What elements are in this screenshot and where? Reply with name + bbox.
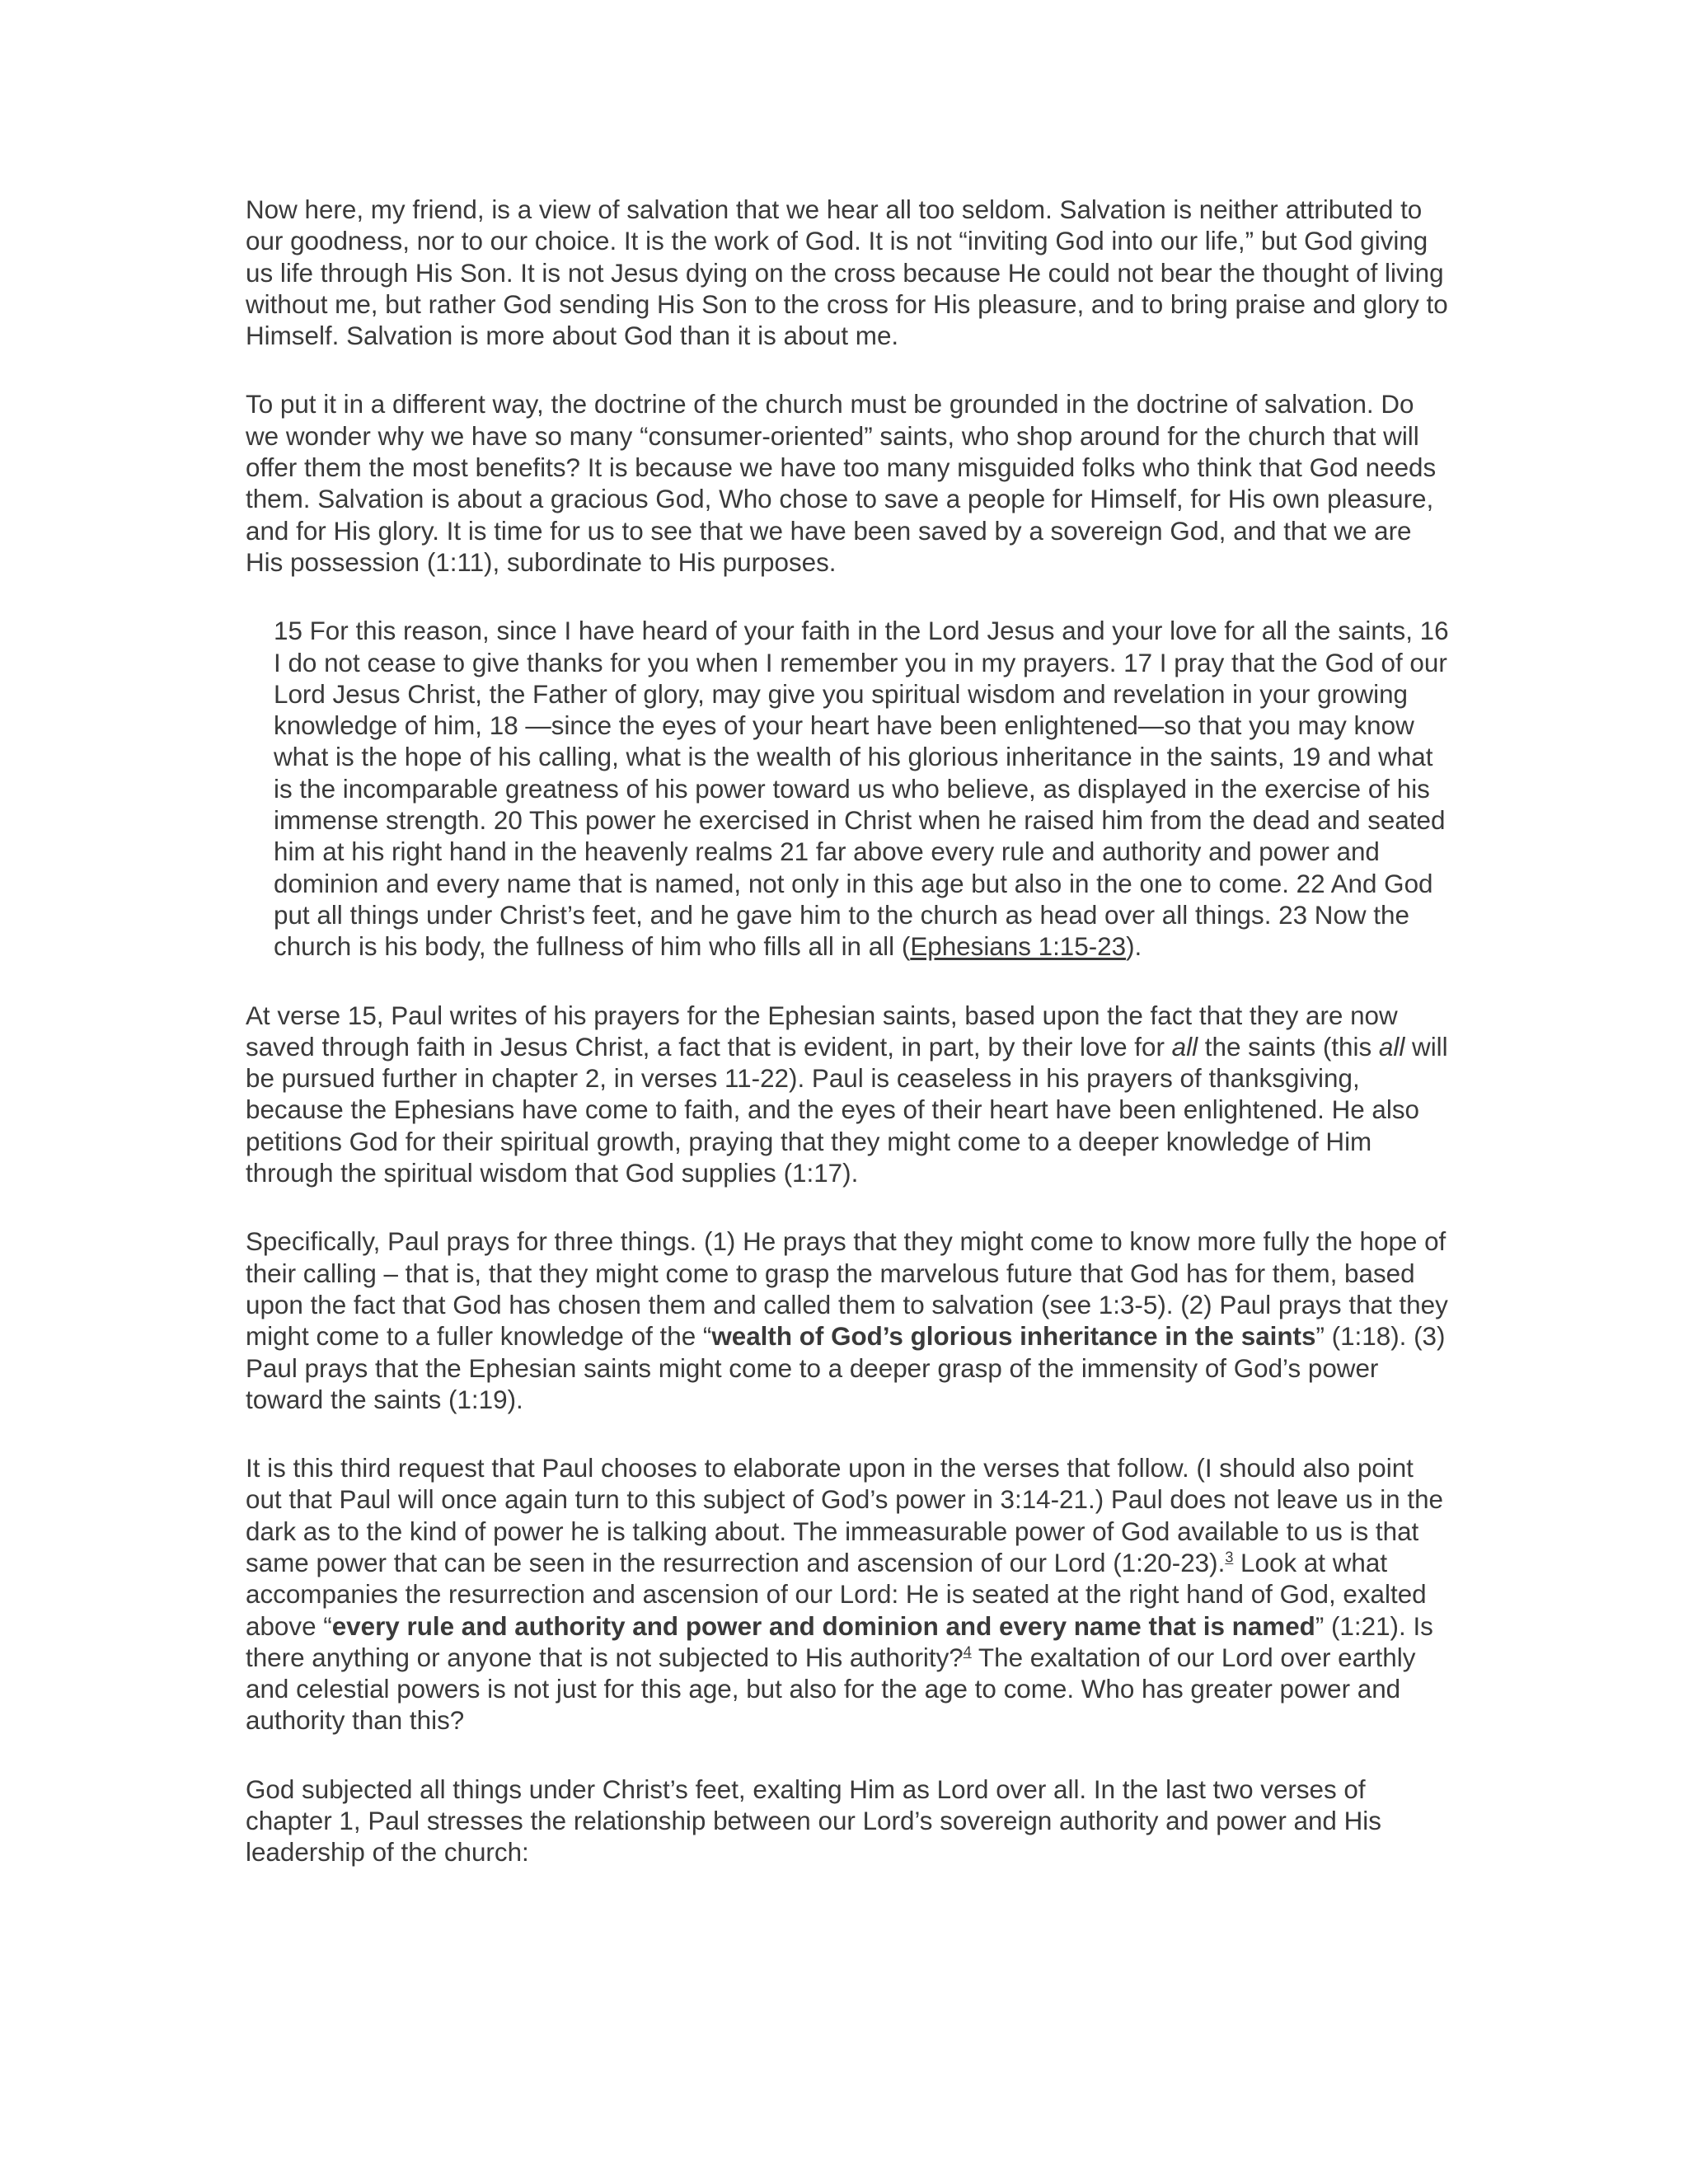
footnote-link-4[interactable]: 4	[963, 1643, 972, 1661]
paragraph-3	[246, 1001, 1449, 1190]
p4-text-b: ” (1:18). (3) Paul prays that the Ephesian saints might come to a deeper grasp of the immensity of God’s power toward the saints (1:19).	[246, 1322, 1446, 1414]
document-page	[246, 194, 1449, 1906]
p3-italic-all-2: all	[1378, 1032, 1405, 1062]
p5-text-d: The exaltation of our Lord over earthly and celestial powers is not just for this age, but also for the age to come. Who has greater power and authority than this?	[246, 1643, 1416, 1736]
quote-text: 15 For this reason, since I have heard of your faith in the Lord Jesus and your love for all the saints, 16 I do not cease to give thanks for you when I remember you in my prayers. 17 I pray that the God of our Lord Jesus Christ, the Father of glory, may give you spiritual wisdom and revelation in your growing knowledge of him, 18 —since the eyes of your heart have been enlightened—so that you may know what is the hope of his calling, what is the wealth of his glorious inheritance in the saints, 19 and what is the incomparable greatness of his power toward us who believe, as displayed in the exercise of his immense strength. 20 This power he exercised in Christ when he raised him from the dead and seated him at his right hand in the heavenly realms 21 far above every rule and authority and power and dominion and every name that is named, not only in this age but also in the one to come. 22 And God put all things under Christ’s feet, and he gave him to the church as head over all things. 23 Now the church is his body, the fullness of him who fills all in all (	[274, 616, 1449, 962]
scripture-reference-link[interactable]: Ephesians 1:15-23	[910, 932, 1127, 962]
p4-bold-phrase: wealth of God’s glorious inheritance in the saints	[711, 1322, 1316, 1352]
footnote-link-3[interactable]: 3	[1225, 1549, 1234, 1566]
paragraph-4	[246, 1226, 1449, 1416]
p3-text-c: will be pursued further in chapter 2, in verses 11-22). Paul is ceaseless in his prayers of thanksgiving, because the Ephesians have come to faith, and the eyes of their heart have been enlightened. He also petitions God for their spiritual growth, praying that they might come to a deeper knowledge of Him through the spiritual wisdom that God supplies (1:17).	[246, 1032, 1448, 1188]
p5-text-c: ” (1:21). Is there anything or anyone that is not subjected to His authority?	[246, 1611, 1433, 1672]
p3-italic-all-1: all	[1171, 1032, 1198, 1062]
paragraph-1: Now here, my friend, is a view of salvation that we hear all too seldom. Salvation is neither attributed to our goodness, nor to our choice. It is the work of God. It is not “inviting God into our life,” but God giving us life through His Son. It is not Jesus dying on the cross because He could not bear the thought of living without me, but rather God sending His Son to the cross for His pleasure, and to bring praise and glory to Himself. Salvation is more about God than it is about me.	[246, 195, 1448, 351]
p4-text-a: Specifically, Paul prays for three things. (1) He prays that they might come to know more fully the hope of their calling – that is, that they might come to grasp the marvelous future that God has for them, based upon the fact that God has chosen them and called them to salvation (see 1:3-5). (2) Paul prays that they might come to a fuller knowledge of the “	[246, 1227, 1448, 1352]
scripture-quote	[274, 616, 1449, 963]
p5-text-a: It is this third request that Paul chooses to elaborate upon in the verses that follow. (I should also point out that Paul will once again turn to this subject of God’s power in 3:14-21.) Paul does not leave us in the dark as to the kind of power he is talking about. The immeasurable power of God available to us is that same power that can be seen in the resurrection and ascension of our Lord (1:20-23).	[246, 1454, 1443, 1577]
p5-text-b: Look at what accompanies the resurrection and ascension of our Lord: He is seated at the right hand of God, exalted above “	[246, 1548, 1427, 1641]
paragraph-6: God subjected all things under Christ’s feet, exalting Him as Lord over all. In the last two verses of chapter 1, Paul stresses the relationship between our Lord’s sovereign authority and power and His leadership of the church:	[246, 1774, 1381, 1868]
quote-end: ).	[1126, 932, 1142, 962]
p5-bold-phrase: every rule and authority and power and dominion and every name that is named	[331, 1611, 1315, 1641]
p3-text-b: the saints (this	[1198, 1032, 1379, 1062]
paragraph-2: To put it in a different way, the doctrine of the church must be grounded in the doctrine of salvation. Do we wonder why we have so many “consumer-oriented” saints, who shop around for the church that will offer them the most benefits? It is because we have too many misguided folks who think that God needs them. Salvation is about a gracious God, Who chose to save a people for Himself, for His own pleasure, and for His glory. It is time for us to see that we have been saved by a sovereign God, and that we are His possession (1:11), subordinate to His purposes.	[246, 390, 1437, 577]
paragraph-5	[246, 1453, 1449, 1737]
p3-text-a: At verse 15, Paul writes of his prayers for the Ephesian saints, based upon the fact that they are now saved through faith in Jesus Christ, a fact that is evident, in part, by their love for	[246, 1001, 1398, 1062]
